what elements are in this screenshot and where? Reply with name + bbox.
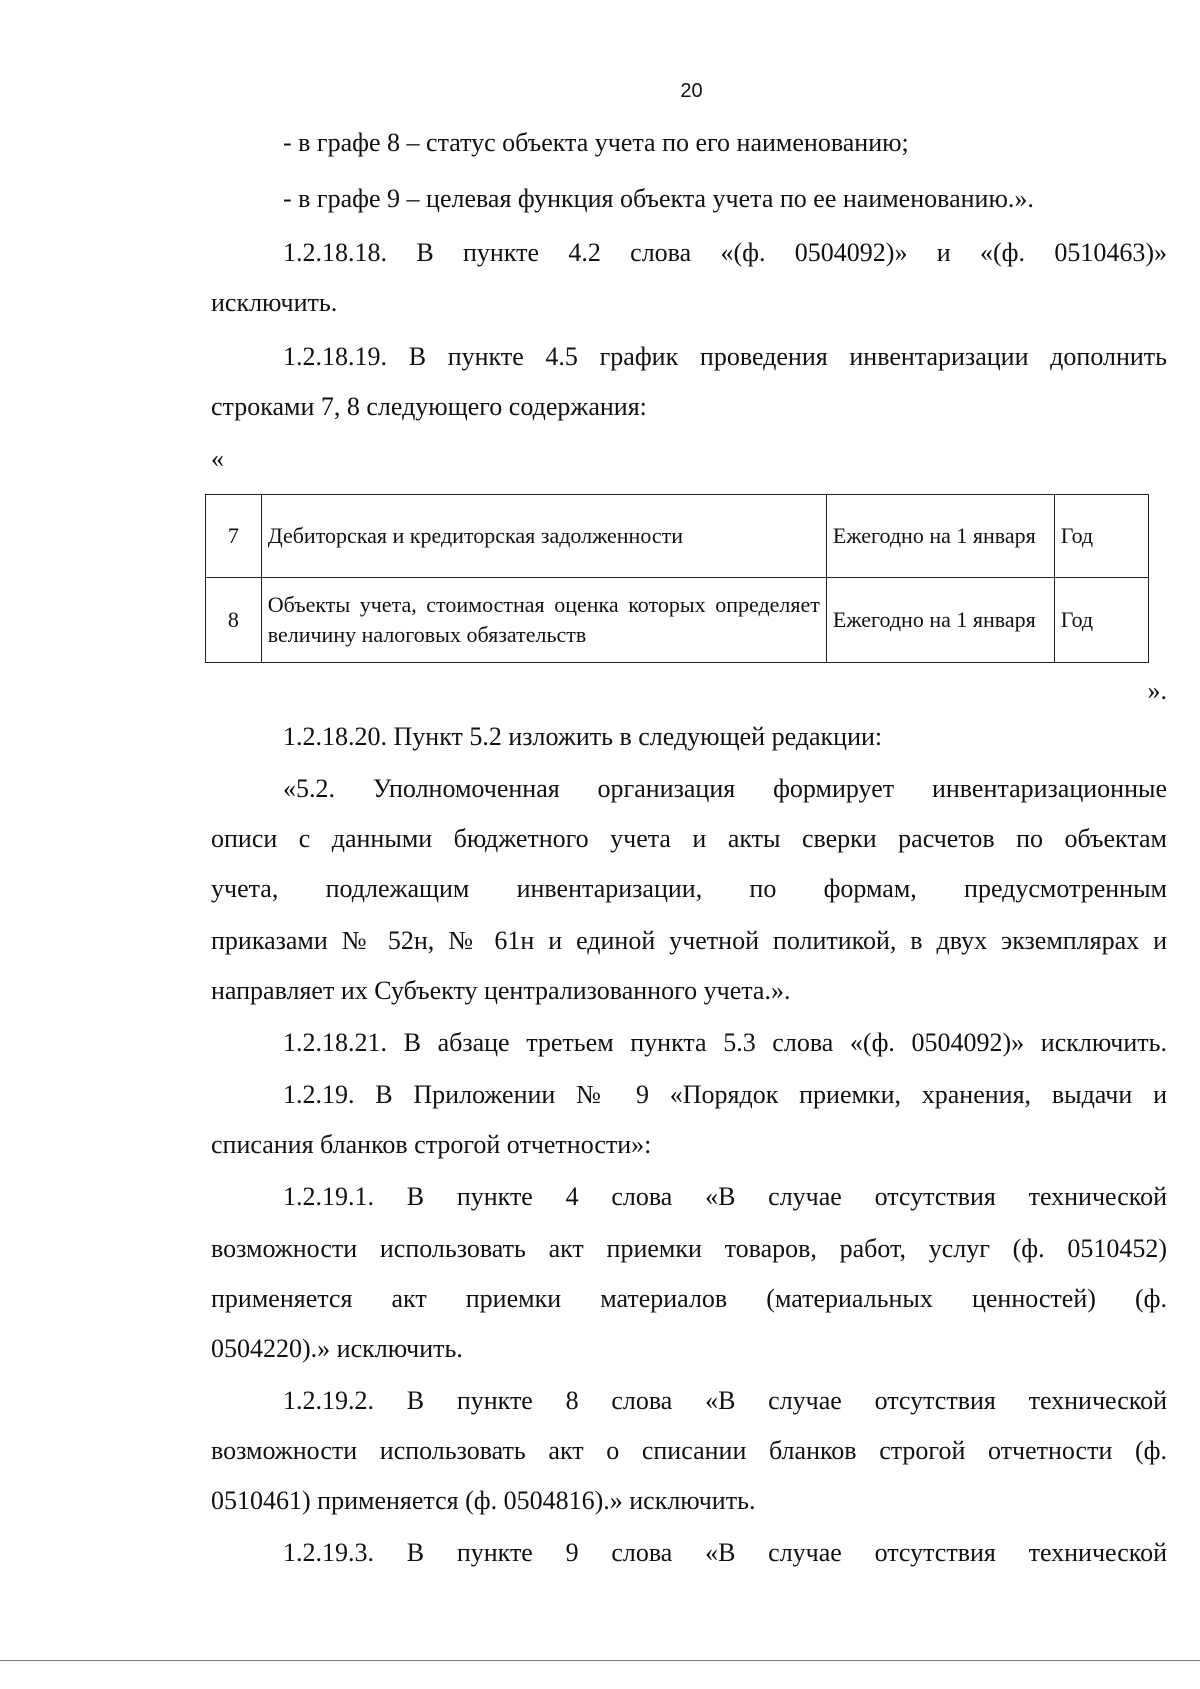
- paragraph-line: списания бланков строгой отчетности»:: [211, 1130, 652, 1159]
- paragraph-line: 1.2.18.20. Пункт 5.2 изложить в следующей редакции:: [283, 722, 883, 751]
- paragraph-line: «5.2. Уполномоченная организация формирует инвентаризационные: [283, 774, 1167, 803]
- paragraph-line: 1.2.19.1. В пункте 4 слова «В случае отсутствия технической: [283, 1182, 1167, 1211]
- row-number: 7: [206, 495, 262, 578]
- page-number: 20: [680, 80, 703, 102]
- paragraph-line: 1.2.18.21. В абзаце третьем пункта 5.3 слова «(ф. 0504092)» исключить.: [283, 1028, 1167, 1057]
- table-row: [206, 495, 1149, 578]
- inventory-frequency: Год: [1054, 495, 1148, 578]
- inventory-schedule-table: [205, 494, 1149, 663]
- closing-quote: ».: [1147, 676, 1167, 705]
- paragraph-line: направляет их Субъекту централизованного учета.».: [211, 976, 791, 1005]
- table-row: [206, 578, 1149, 663]
- paragraph-line: строками 7, 8 следующего содержания:: [211, 392, 647, 421]
- inventory-object: Дебиторская и кредиторская задолженности: [261, 495, 826, 578]
- paragraph-line: возможности использовать акт о списании бланков строгой отчетности (ф.: [211, 1436, 1167, 1465]
- paragraph-line: 1.2.19.3. В пункте 9 слова «В случае отсутствия технической: [283, 1538, 1167, 1567]
- inventory-period: Ежегодно на 1 января: [826, 495, 1054, 578]
- paragraph-line: 1.2.18.19. В пункте 4.5 график проведения инвентаризации дополнить: [283, 342, 1167, 371]
- page-bottom-rule: [0, 1660, 1200, 1661]
- paragraph-line: - в графе 8 – статус объекта учета по его наименованию;: [283, 128, 909, 157]
- paragraph-line: исключить.: [211, 288, 338, 317]
- paragraph-line: приказами № 52н, № 61н и единой учетной политикой, в двух экземплярах и: [211, 926, 1167, 955]
- paragraph-line: 0510461) применяется (ф. 0504816).» исключить.: [211, 1486, 756, 1515]
- paragraph-line: 1.2.18.18. В пункте 4.2 слова «(ф. 0504092)» и «(ф. 0510463)»: [283, 238, 1167, 267]
- paragraph-line: описи с данными бюджетного учета и акты сверки расчетов по объектам: [211, 824, 1167, 853]
- opening-quote: «: [211, 444, 224, 473]
- paragraph-line: 0504220).» исключить.: [211, 1334, 463, 1363]
- inventory-frequency: Год: [1054, 578, 1148, 663]
- paragraph-line: учета, подлежащим инвентаризации, по формам, предусмотренным: [211, 874, 1167, 903]
- inventory-period: Ежегодно на 1 января: [826, 578, 1054, 663]
- paragraph-line: применяется акт приемки материалов (материальных ценностей) (ф.: [211, 1284, 1167, 1313]
- paragraph-line: 1.2.19. В Приложении № 9 «Порядок приемки, хранения, выдачи и: [283, 1080, 1167, 1109]
- paragraph-line: - в графе 9 – целевая функция объекта учета по ее наименованию.».: [283, 184, 1034, 213]
- paragraph-line: 1.2.19.2. В пункте 8 слова «В случае отсутствия технической: [283, 1386, 1167, 1415]
- paragraph-line: возможности использовать акт приемки товаров, работ, услуг (ф. 0510452): [211, 1234, 1167, 1263]
- inventory-object: Объекты учета, стоимостная оценка которых определяет величину налоговых обязательств: [261, 578, 826, 663]
- row-number: 8: [206, 578, 262, 663]
